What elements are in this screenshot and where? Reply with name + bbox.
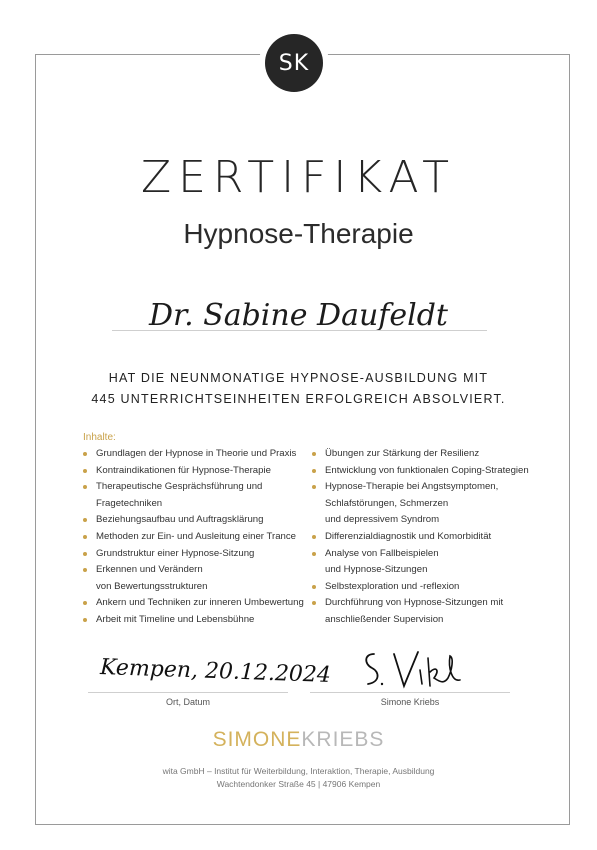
sk-logo — [265, 34, 323, 92]
content-item — [83, 512, 308, 529]
logo-initials: SK — [278, 50, 310, 76]
content-item — [312, 479, 552, 529]
content-item-text: Selbstexploration und -reflexion — [325, 580, 460, 592]
bullet-dot-icon — [83, 552, 87, 556]
footer-line-1: wita GmbH – Institut für Weiterbildung, Interaktion, Therapie, Ausbildung — [162, 766, 435, 776]
statement-line-2: 445 UNTERRICHTSEINHEITEN ERFOLGREICH ABSOLVIERT. — [91, 392, 506, 406]
bullet-dot-icon — [83, 469, 87, 473]
bullet-dot-icon — [312, 552, 316, 556]
content-item — [312, 546, 552, 579]
content-item-text: und Hypnose-Sitzungen — [325, 564, 428, 576]
bullet-dot-icon — [83, 601, 87, 605]
content-item — [312, 446, 552, 463]
content-item-text: von Bewertungsstrukturen — [96, 580, 208, 592]
content-item — [83, 562, 308, 595]
content-item — [83, 529, 308, 546]
content-item — [312, 529, 552, 546]
contents-label: Inhalte: — [83, 432, 116, 443]
content-item-text: Hypnose-Therapie bei Angstsymptomen, — [325, 481, 499, 493]
content-item-text: Therapeutische Gesprächsführung und — [96, 481, 263, 493]
content-item-text: Fragetechniken — [96, 497, 163, 509]
statement-line-1: HAT DIE NEUNMONATIGE HYPNOSE-AUSBILDUNG MIT — [108, 371, 489, 385]
content-item-text: Methoden zur Ein- und Ausleitung einer Trance — [96, 530, 296, 542]
bullet-dot-icon — [312, 585, 316, 589]
bullet-dot-icon — [83, 535, 87, 539]
content-item-text: Grundstruktur einer Hypnose-Sitzung — [96, 547, 255, 559]
content-item-text: Ankern und Techniken zur inneren Umbewertung — [96, 597, 304, 609]
bullet-dot-icon — [83, 618, 87, 622]
content-item — [312, 579, 552, 596]
bullet-dot-icon — [83, 485, 87, 489]
content-item-text: Arbeit mit Timeline und Lebensbühne — [96, 613, 255, 625]
bullet-dot-icon — [83, 568, 87, 572]
bullet-dot-icon — [312, 452, 316, 456]
content-item — [83, 446, 308, 463]
content-item-text: Beziehungsaufbau und Auftragsklärung — [96, 514, 264, 526]
content-item — [83, 595, 308, 612]
bullet-dot-icon — [83, 518, 87, 522]
recipient-name: Dr. Sabine Daufeldt — [149, 298, 448, 333]
content-item-text: Analyse von Fallbeispielen — [325, 547, 439, 559]
bullet-dot-icon — [83, 452, 87, 456]
place-date-signature: Kempen, 20.12.2024 — [99, 654, 332, 689]
brand-last: KRIEBS — [301, 728, 385, 751]
content-item — [83, 479, 308, 512]
contents-list-right — [312, 446, 552, 629]
bullet-dot-icon — [312, 535, 316, 539]
content-item-text: Entwicklung von funktionalen Coping-Strategien — [325, 464, 529, 476]
content-item — [83, 463, 308, 480]
content-item-text: Grundlagen der Hypnose in Theorie und Praxis — [96, 448, 297, 459]
content-item-text: Erkennen und Verändern — [96, 564, 203, 576]
bullet-dot-icon — [312, 485, 316, 489]
contents-list-left — [83, 446, 308, 629]
brand-wordmark — [0, 728, 597, 752]
content-item-text: Differenzialdiagnostik und Komorbidität — [325, 530, 492, 542]
content-item-text: Schlafstörungen, Schmerzen — [325, 497, 449, 509]
bullet-dot-icon — [312, 469, 316, 473]
content-item — [312, 463, 552, 480]
signer-line — [310, 692, 510, 693]
content-item-text: und depressivem Syndrom — [325, 514, 440, 526]
footer-line-2: Wachtendonker Straße 45 | 47906 Kempen — [216, 779, 381, 789]
recipient-underline — [112, 330, 487, 331]
certificate-title: ZERTIFIKAT — [140, 152, 457, 203]
signer-label: Simone Kriebs — [380, 697, 440, 707]
content-item — [83, 546, 308, 563]
handwritten-signature — [360, 648, 470, 692]
certificate-subtitle: Hypnose-Therapie — [183, 218, 414, 249]
place-date-label: Ort, Datum — [165, 697, 210, 707]
content-item-text: Kontraindikationen für Hypnose-Therapie — [96, 464, 271, 476]
content-item-text: Übungen zur Stärkung der Resilienz — [325, 448, 480, 459]
content-item — [83, 612, 308, 629]
brand-first: SIMONE — [212, 728, 302, 751]
content-item-text: Durchführung von Hypnose-Sitzungen mit — [325, 597, 504, 609]
content-item — [312, 595, 552, 628]
bullet-dot-icon — [312, 601, 316, 605]
place-date-line — [88, 692, 288, 693]
content-item-text: anschließender Supervision — [325, 613, 444, 625]
